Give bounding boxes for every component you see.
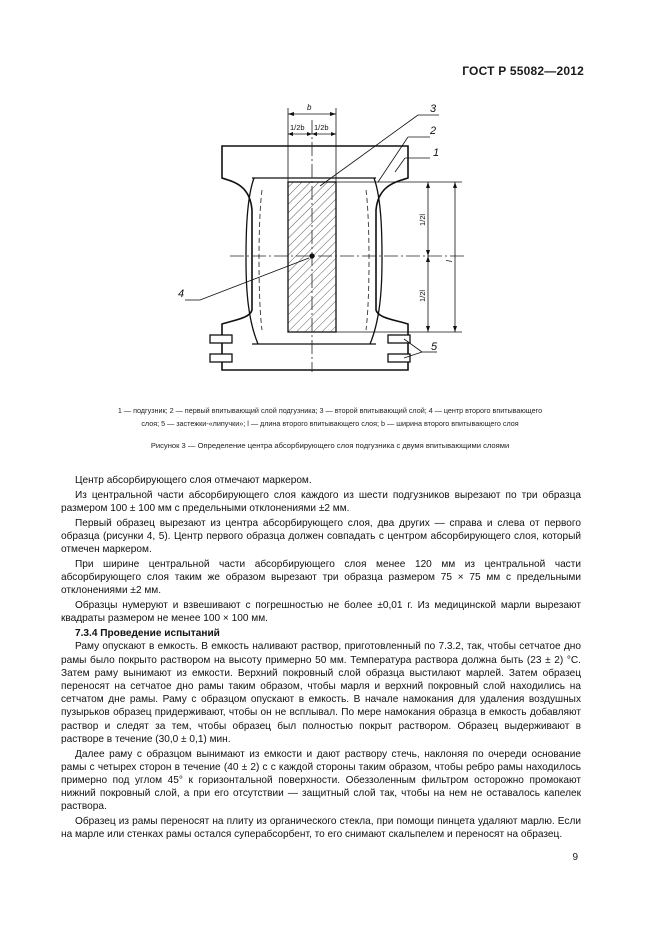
velcro-fasteners <box>210 335 410 362</box>
label-half-b-right: 1/2b <box>314 123 329 132</box>
paragraph-6: Раму опускают в емкость. В емкость наливают раствор, приготовленный по 7.3.2, так, чтобы сетчатое дно рамы было покрыто раствором на высоту примерно 50 мм. Температура раствора должна быть (23 ± 2) °С. Затем раму вынимают из емкости. Верхний покровный слой образца выстилают марлей. Затем образец переносят на сетчатое дно рамы таким образом, чтобы марля и верхний покровный слой находились на сетчатом дне рамы. Раму с образцом опускают в емкость. В начале намокания для удаления воздушных пузырьков образец придерживают, чтобы он не всплывал. По мере намокания образца в емкость добавляют раствор и следят за тем, чтобы образец был полностью покрыт раствором. Образец выдерживают в растворе в течение (30,0 ± 0,1) мин. <box>61 641 581 745</box>
callout-4: 4 <box>178 288 185 300</box>
paragraph-5: Образцы нумеруют и взвешивают с погрешностью не более ±0,01 г. Из медицинской марли вырезают квадраты размером не менее 100 × 100 мм. <box>61 600 581 625</box>
figure-legend <box>42 404 618 430</box>
callout-3: 3 <box>430 103 437 115</box>
legend-line-2: слоя; 5 — застежки-«липучки»; l — длина второго впитывающего слоя; b — ширина второго впитывающего слоя <box>141 419 519 428</box>
label-l: l <box>445 260 454 262</box>
paragraph-3: Первый образец вырезают из центра абсорбирующего слоя, два других — справа и слева от первого образца (рисунки 4, 5). Центр первого образца должен совпадать с центром абсорбирующего слоя, который отмечен маркером. <box>61 517 581 556</box>
label-b: b <box>307 103 312 112</box>
body-text <box>61 474 581 843</box>
label-half-l-top: 1/2l <box>418 213 427 226</box>
document-number: ГОСТ Р 55082—2012 <box>462 64 584 78</box>
paragraph-1: Центр абсорбирующего слоя отмечают маркером. <box>75 475 312 486</box>
callout-2: 2 <box>430 125 437 137</box>
callout-1: 1 <box>433 147 440 159</box>
section-heading: 7.3.4 Проведение испытаний <box>75 628 220 640</box>
label-half-b-left: 1/2b <box>290 123 305 132</box>
paragraph-4: При ширине центральной части абсорбирующего слоя менее 120 мм из центральной части абсорбирующего слоя таким же образом вырезают три образца размером 75 × 75 мм с предельными отклонениями ±2 мм. <box>61 559 581 597</box>
legend-line-1: 1 — подгузник; 2 — первый впитывающий слой подгузника; 3 — второй впитывающий слой; 4 — центр второго впитывающего <box>117 406 543 415</box>
length-arrows <box>426 182 457 332</box>
paragraph-8: Образец из рамы переносят на плиту из органического стекла, при помощи пинцета удаляют марлю. Если на марле или стенках рамы остался суперабсорбент, то его снимают скальпелем и переносят на образец. <box>61 816 581 841</box>
label-half-l-bottom: 1/2l <box>418 289 427 302</box>
figure-caption: Рисунок 3 — Определение центра абсорбирующего слоя подгузника с двумя впитывающими слоями <box>150 441 510 450</box>
paragraph-2: Из центральной части абсорбирующего слоя каждого из шести подгузников вырезают по три образца размером 100 ± 100 мм с предельными отклонениями ±2 мм. <box>61 489 581 514</box>
page-number: 9 <box>572 852 578 863</box>
callout-5: 5 <box>431 341 438 353</box>
paragraph-7: Далее раму с образцом вынимают из емкости и дают раствору стечь, наклоняя по очереди основание рамы с четырех сторон в течение (40 ± 2) с с каждой стороны таким образом, чтобы ребро рамы находилось примерно под углом 45° к горизонтальной поверхности. Обеззоленным фильтром осторожно промокают нижний покровный слой, а при его отсутствии — защитный слой так, чтобы на нем не оставалось капелек раствора. <box>61 748 581 813</box>
diaper-figure <box>0 0 661 400</box>
length-dimension <box>336 182 462 332</box>
center-point <box>309 253 314 258</box>
